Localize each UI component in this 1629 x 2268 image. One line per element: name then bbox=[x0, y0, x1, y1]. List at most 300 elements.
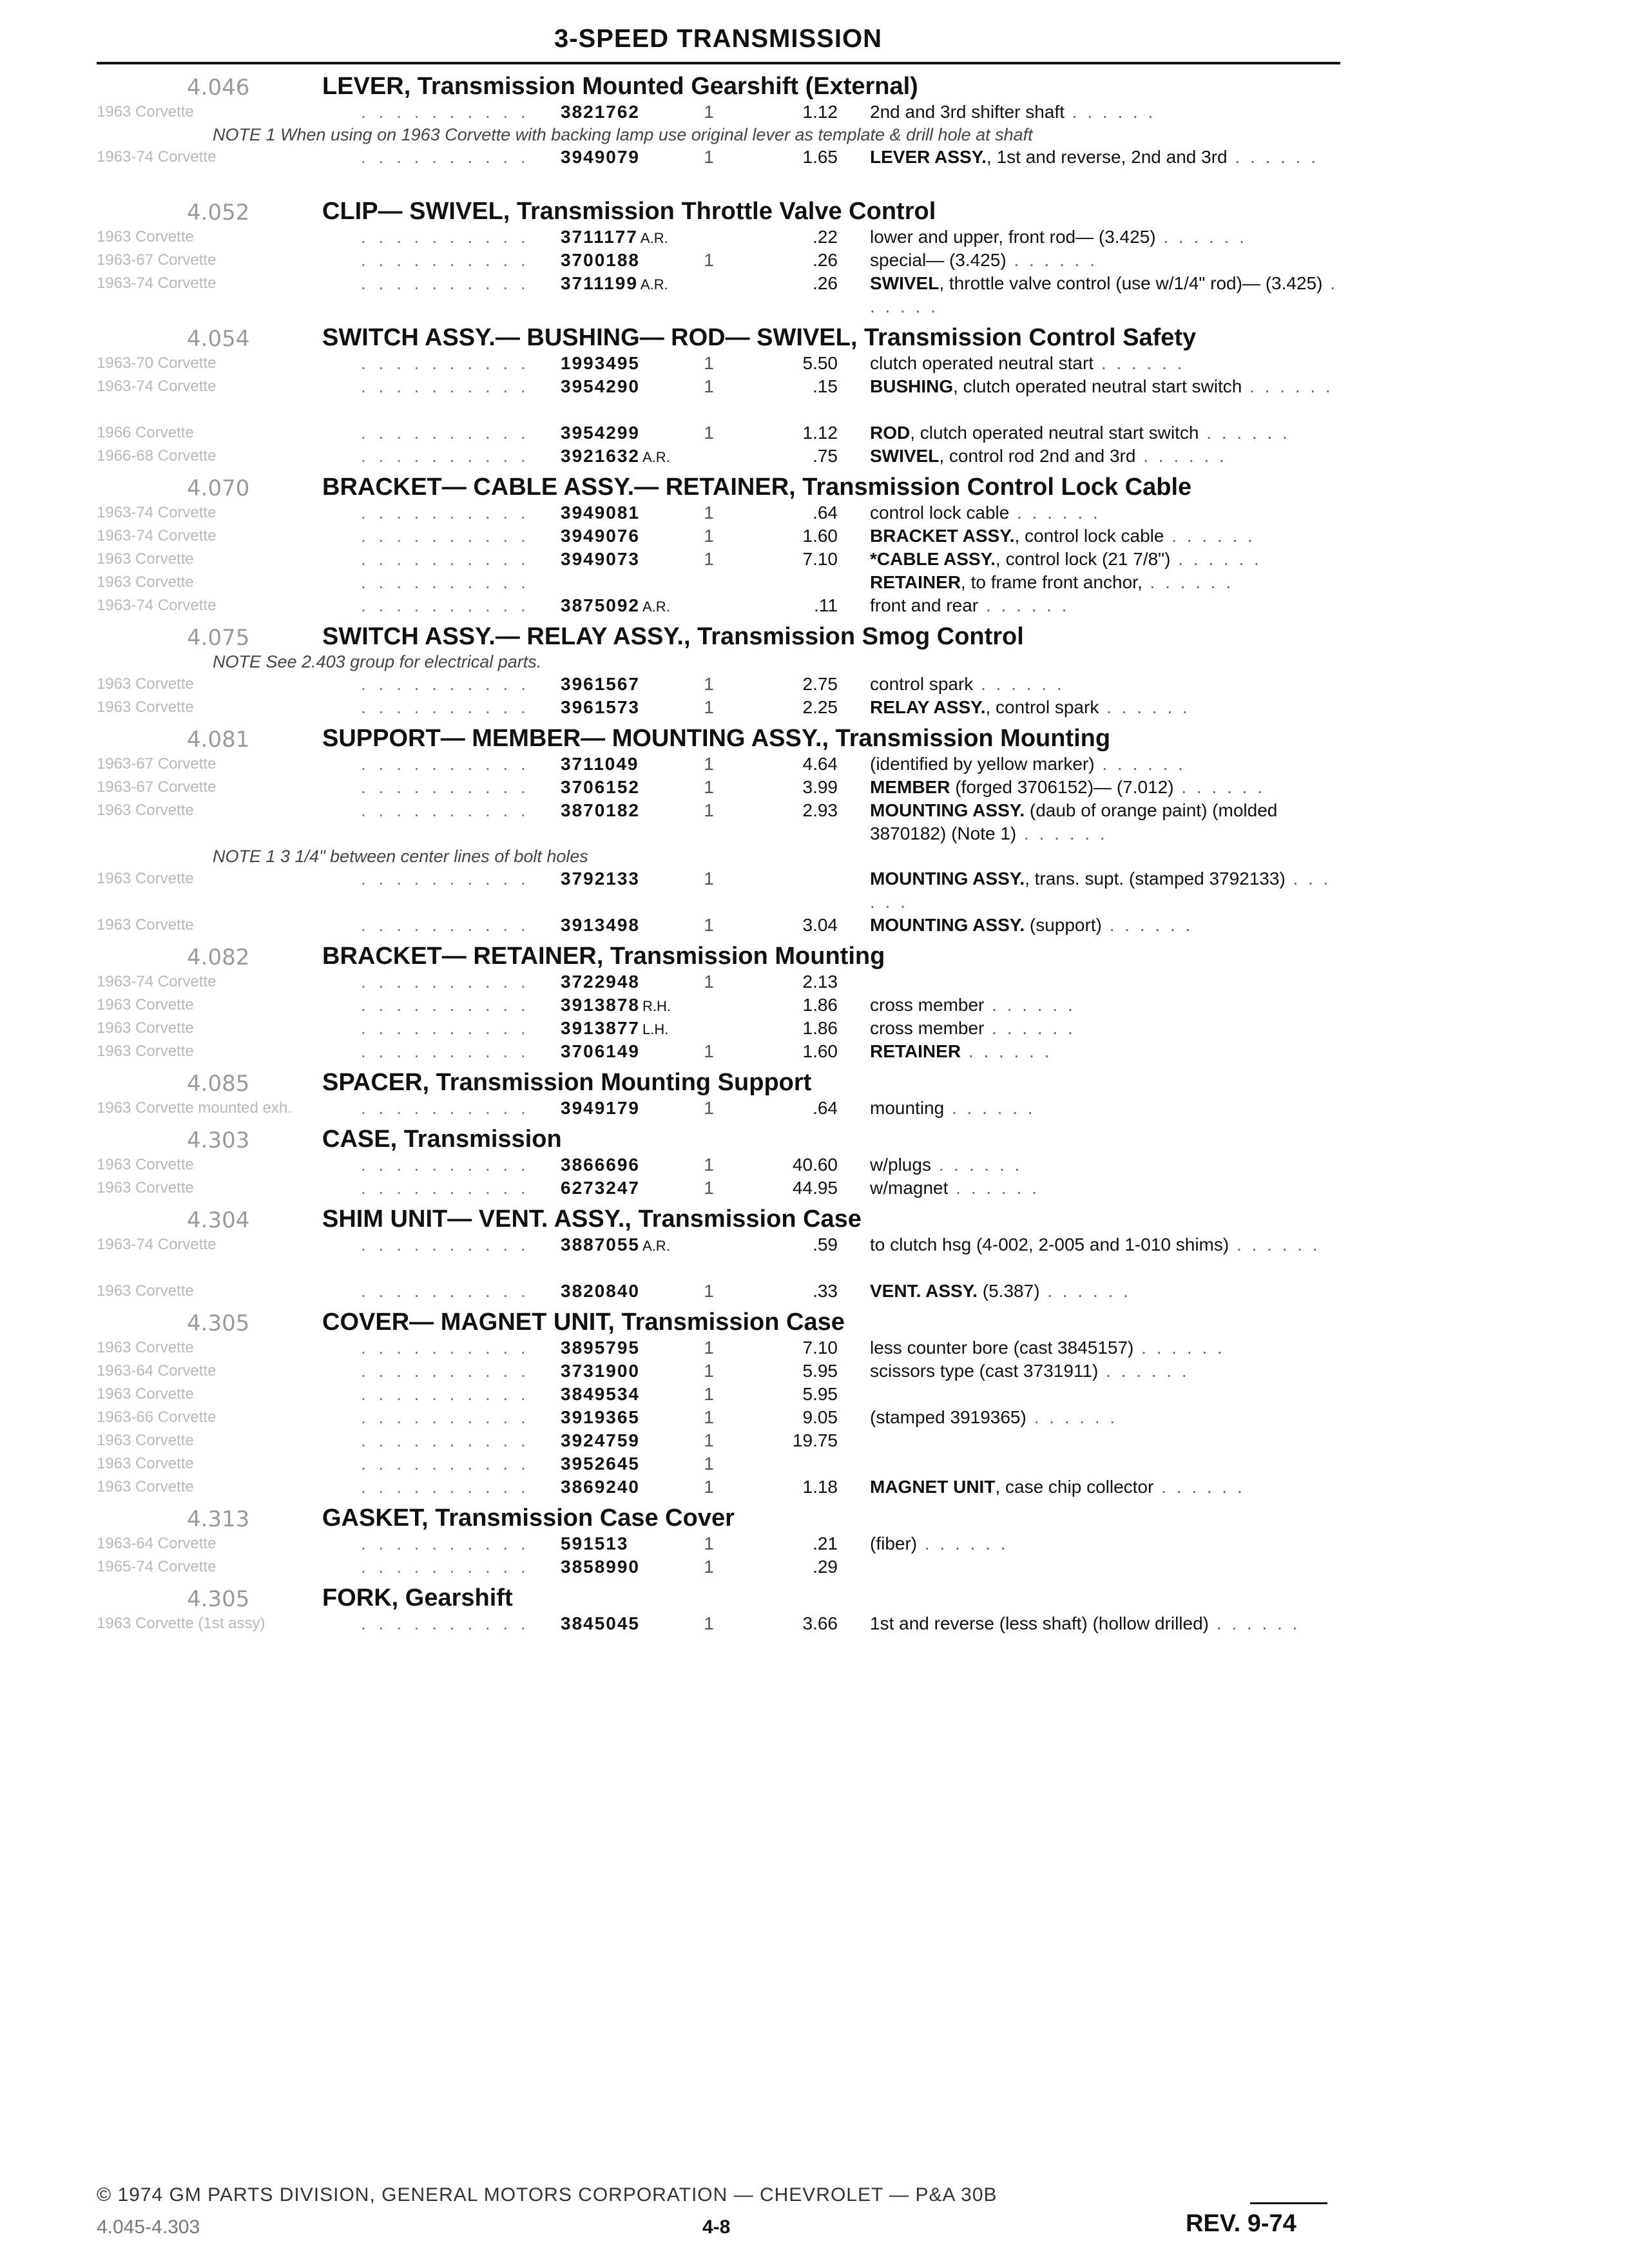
parts-group bbox=[0, 1204, 1629, 1303]
leader-dots: . . . . . . . . . . bbox=[361, 549, 530, 569]
description-text: to clutch hsg (4-002, 2-005 and 1-010 shims) bbox=[870, 1235, 1229, 1254]
application-text: 1963-74 Corvette bbox=[97, 148, 217, 166]
quantity: 1 bbox=[704, 1407, 714, 1427]
part-qualifier: L.H. bbox=[642, 1021, 669, 1037]
group-title: BRACKET— CABLE ASSY.— RETAINER, Transmission Control Lock Cable bbox=[322, 474, 1192, 501]
leader-dots: . . . . . . . . . . bbox=[361, 1407, 530, 1427]
quantity: 1 bbox=[704, 869, 714, 889]
description bbox=[870, 776, 1340, 799]
description-text: control lock cable bbox=[870, 503, 1010, 523]
description bbox=[870, 524, 1340, 548]
description bbox=[870, 146, 1340, 169]
description-text: , case chip collector bbox=[995, 1477, 1154, 1497]
description-text: , throttle valve control (use w/1/4" rod)— (3.425) bbox=[939, 273, 1323, 293]
part-number bbox=[561, 1360, 640, 1383]
part-row bbox=[0, 548, 1629, 571]
quantity: 1 bbox=[704, 697, 714, 717]
part-number-text: 3961567 bbox=[561, 674, 641, 694]
parts-group bbox=[0, 723, 1629, 937]
description-keyword: RELAY ASSY. bbox=[870, 697, 986, 717]
price: .33 bbox=[813, 1281, 838, 1301]
quantity: 1 bbox=[704, 1477, 714, 1497]
description-keyword: MAGNET UNIT bbox=[870, 1477, 996, 1497]
leader-dots: . . . . . . bbox=[948, 1178, 1039, 1198]
part-qualifier: A.R. bbox=[642, 449, 670, 465]
application-text: 1963 Corvette bbox=[97, 1179, 194, 1196]
description-text: , control lock cable bbox=[1014, 526, 1164, 546]
price: 1.86 bbox=[802, 995, 838, 1015]
group-title: CASE, Transmission bbox=[322, 1126, 562, 1153]
application-text: 1963 Corvette bbox=[97, 1339, 194, 1356]
leader-dots: . . . . . . . . . . bbox=[361, 1155, 530, 1175]
description-text: less counter bore (cast 3845157) bbox=[870, 1338, 1134, 1358]
part-row bbox=[0, 1406, 1629, 1429]
part-row bbox=[0, 1475, 1629, 1499]
leader-dots: . . . . . . bbox=[1026, 1407, 1118, 1427]
part-row bbox=[0, 1555, 1629, 1579]
leader-dots: . . . . . . . . . . bbox=[361, 1454, 530, 1474]
leader-dots: . . . . . . bbox=[984, 995, 1075, 1015]
quantity: 1 bbox=[704, 376, 714, 396]
part-number bbox=[561, 1280, 640, 1303]
description-keyword: VENT. ASSY. bbox=[870, 1281, 978, 1301]
price: 40.60 bbox=[792, 1155, 838, 1175]
description-text: , control rod 2nd and 3rd bbox=[939, 446, 1136, 466]
part-number bbox=[561, 375, 640, 398]
application-text: 1963-67 Corvette bbox=[97, 251, 217, 269]
description-text: (5.387) bbox=[978, 1281, 1040, 1301]
part-number bbox=[561, 1017, 668, 1041]
part-number bbox=[561, 352, 640, 375]
leader-dots: . . . . . . bbox=[1064, 102, 1156, 122]
price: 7.10 bbox=[802, 1338, 838, 1358]
description bbox=[870, 1097, 1340, 1120]
price: 44.95 bbox=[792, 1178, 838, 1198]
price: 1.12 bbox=[802, 423, 838, 443]
price: 5.95 bbox=[802, 1384, 838, 1404]
leader-dots: . . . . . . bbox=[1153, 1477, 1245, 1497]
leader-dots: . . . . . . . . . . bbox=[361, 353, 530, 373]
price: 1.18 bbox=[802, 1477, 838, 1497]
leader-dots: . . . . . . . . . . bbox=[361, 227, 530, 247]
leader-dots: . . . . . . bbox=[870, 273, 1338, 316]
part-row bbox=[0, 673, 1629, 696]
price: 4.64 bbox=[802, 754, 838, 774]
leader-dots: . . . . . . . . . . bbox=[361, 526, 530, 546]
leader-dots: . . . . . . . . . . bbox=[361, 1235, 530, 1254]
quantity: 1 bbox=[704, 1041, 714, 1061]
price: 2.13 bbox=[802, 972, 838, 992]
description bbox=[870, 1153, 1340, 1177]
leader-dots: . . . . . . bbox=[1009, 503, 1101, 523]
part-number bbox=[561, 101, 640, 124]
application-text: 1963 Corvette bbox=[97, 1282, 194, 1300]
part-number bbox=[561, 445, 670, 469]
application-text: 1963 Corvette bbox=[97, 870, 194, 887]
leader-dots: . . . . . . . . . . bbox=[361, 1338, 530, 1358]
part-number-text: 3792133 bbox=[561, 869, 641, 889]
part-row bbox=[0, 501, 1629, 524]
part-qualifier: A.R. bbox=[642, 1238, 670, 1254]
price: .29 bbox=[813, 1557, 838, 1577]
description-keyword: RETAINER bbox=[870, 1041, 961, 1061]
part-number-text: 3706152 bbox=[561, 777, 641, 797]
application-text: 1963 Corvette bbox=[97, 802, 194, 819]
description-text: clutch operated neutral start bbox=[870, 353, 1094, 373]
price: 1.60 bbox=[802, 1041, 838, 1061]
description bbox=[870, 1040, 1340, 1063]
quantity: 1 bbox=[704, 102, 714, 122]
quantity: 1 bbox=[704, 1281, 714, 1301]
leader-dots: . . . . . . bbox=[1094, 353, 1185, 373]
quantity: 1 bbox=[704, 526, 714, 546]
leader-dots: . . . . . . . . . . bbox=[361, 423, 530, 443]
application-text: 1963 Corvette mounted exh. bbox=[97, 1099, 292, 1117]
quantity: 1 bbox=[704, 915, 714, 935]
leader-dots: . . . . . . bbox=[1173, 777, 1265, 797]
group-note: NOTE 1 When using on 1963 Corvette with backing lamp use original lever as template & drill hole at shaft bbox=[213, 125, 1033, 144]
quantity: 1 bbox=[704, 423, 714, 443]
description bbox=[870, 501, 1340, 524]
price: .11 bbox=[814, 595, 838, 615]
application-text: 1963 Corvette bbox=[97, 1478, 194, 1495]
part-number-text: 3711177 bbox=[561, 227, 638, 247]
leader-dots: . . . . . . . . . . bbox=[361, 1533, 530, 1553]
group-number: 4.085 bbox=[187, 1071, 250, 1097]
part-number-text: 3913878 bbox=[561, 995, 641, 1015]
leader-dots: . . . . . . . . . . bbox=[361, 1384, 530, 1404]
description-text: front and rear bbox=[870, 595, 979, 615]
description bbox=[870, 226, 1340, 249]
group-number: 4.303 bbox=[187, 1128, 250, 1153]
leader-dots: . . . . . . bbox=[1006, 250, 1098, 270]
price: .15 bbox=[813, 376, 838, 396]
leader-dots: . . . . . . . . . . bbox=[361, 697, 530, 717]
application-text: 1963 Corvette bbox=[97, 1432, 194, 1449]
group-title: BRACKET— RETAINER, Transmission Mounting bbox=[322, 943, 885, 970]
parts-group bbox=[0, 1067, 1629, 1120]
quantity: 1 bbox=[704, 147, 714, 167]
part-row bbox=[0, 146, 1629, 192]
leader-dots: . . . . . . . . . . bbox=[361, 869, 530, 889]
part-row bbox=[0, 1097, 1629, 1120]
part-number-text: 3869240 bbox=[561, 1477, 641, 1497]
part-number-text: 3711049 bbox=[561, 754, 639, 774]
part-row bbox=[0, 970, 1629, 994]
part-number-text: 3921632 bbox=[561, 446, 641, 466]
leader-dots: . . . . . . bbox=[984, 1018, 1075, 1038]
part-row bbox=[0, 1336, 1629, 1360]
price: 1.65 bbox=[802, 147, 838, 167]
part-number-text: 3949073 bbox=[561, 549, 641, 569]
part-number-text: 3711199 bbox=[561, 273, 638, 293]
quantity: 1 bbox=[704, 754, 714, 774]
description-text: (fiber) bbox=[870, 1533, 918, 1553]
leader-dots: . . . . . . . . . . bbox=[361, 1098, 530, 1118]
group-title: SHIM UNIT— VENT. ASSY., Transmission Case bbox=[322, 1206, 862, 1233]
part-number-text: 3858990 bbox=[561, 1557, 641, 1577]
description-keyword: BUSHING bbox=[870, 376, 954, 396]
part-number-text: 3949079 bbox=[561, 147, 641, 167]
application-text: 1963 Corvette bbox=[97, 103, 194, 120]
description-keyword: MOUNTING ASSY. bbox=[870, 869, 1025, 889]
revision: REV. 9-74 bbox=[1186, 2210, 1296, 2237]
description-text: , control spark bbox=[985, 697, 1099, 717]
application-text: 1963 Corvette bbox=[97, 550, 194, 568]
leader-dots: . . . . . . . . . . bbox=[361, 800, 530, 820]
description bbox=[870, 1406, 1340, 1429]
part-row bbox=[0, 994, 1629, 1017]
quantity: 1 bbox=[704, 549, 714, 569]
part-number-text: 3845045 bbox=[561, 1613, 641, 1633]
application-text: 1963-66 Corvette bbox=[97, 1408, 217, 1426]
leader-dots: . . . . . . . . . . bbox=[361, 1041, 530, 1061]
description bbox=[870, 1017, 1340, 1040]
price: 5.95 bbox=[802, 1361, 838, 1381]
group-number: 4.054 bbox=[187, 326, 250, 352]
application-text: 1963 Corvette bbox=[97, 573, 194, 591]
description-text: (identified by yellow marker) bbox=[870, 754, 1095, 774]
part-number bbox=[561, 594, 670, 619]
description-text: , clutch operated neutral start switch bbox=[953, 376, 1242, 396]
page-title: 3-SPEED TRANSMISSION bbox=[554, 24, 882, 53]
part-row bbox=[0, 1233, 1629, 1280]
leader-dots: . . . . . . . . . . bbox=[361, 446, 530, 466]
parts-group bbox=[0, 322, 1629, 468]
part-row bbox=[0, 1360, 1629, 1383]
leader-dots: . . . . . . bbox=[930, 1155, 1023, 1175]
quantity: 1 bbox=[704, 972, 714, 992]
quantity: 1 bbox=[704, 777, 714, 797]
part-row bbox=[0, 1383, 1629, 1406]
part-number-text: 3949179 bbox=[561, 1098, 641, 1118]
description-text: 2nd and 3rd shifter shaft bbox=[870, 102, 1065, 122]
parts-group bbox=[0, 196, 1629, 318]
leader-dots: . . . . . . . . . . bbox=[361, 995, 530, 1015]
group-number: 4.305 bbox=[187, 1586, 250, 1612]
leader-dots: . . . . . . bbox=[917, 1533, 1008, 1553]
quantity: 1 bbox=[704, 353, 714, 373]
header-rule bbox=[97, 62, 1340, 64]
part-row bbox=[0, 524, 1629, 548]
leader-dots: . . . . . . bbox=[1170, 549, 1262, 569]
price: .64 bbox=[813, 503, 838, 523]
application-text: 1966 Corvette bbox=[97, 424, 194, 441]
quantity: 1 bbox=[704, 1613, 714, 1633]
part-number bbox=[561, 548, 640, 571]
part-row bbox=[0, 226, 1629, 249]
part-number bbox=[561, 776, 640, 799]
description-text: , control lock (21 7/8") bbox=[996, 549, 1171, 569]
quantity: 1 bbox=[704, 1361, 714, 1381]
part-number bbox=[561, 1429, 640, 1452]
part-number-text: 3895795 bbox=[561, 1338, 641, 1358]
price: .22 bbox=[813, 227, 838, 247]
description bbox=[870, 799, 1340, 845]
price: 3.04 bbox=[802, 915, 838, 935]
leader-dots: . . . . . . . . . . bbox=[361, 915, 530, 935]
leader-dots: . . . . . . . . . . bbox=[361, 754, 530, 774]
group-title: LEVER, Transmission Mounted Gearshift (External) bbox=[322, 73, 918, 100]
leader-dots: . . . . . . bbox=[973, 674, 1065, 694]
price: 9.05 bbox=[802, 1407, 838, 1427]
part-row bbox=[0, 799, 1629, 845]
description-text: lower and upper, front rod— (3.425) bbox=[870, 227, 1156, 247]
part-qualifier: R.H. bbox=[642, 998, 671, 1014]
application-text: 1965-74 Corvette bbox=[97, 1558, 217, 1575]
leader-dots: . . . . . . bbox=[961, 1041, 1052, 1061]
part-row bbox=[0, 101, 1629, 124]
description bbox=[870, 994, 1340, 1017]
price: .21 bbox=[813, 1533, 838, 1553]
quantity: 1 bbox=[704, 800, 714, 820]
price: 1.12 bbox=[802, 102, 838, 122]
description bbox=[870, 571, 1340, 594]
leader-dots: . . . . . . bbox=[1039, 1281, 1131, 1301]
application-text: 1963-74 Corvette bbox=[97, 597, 217, 614]
quantity: 1 bbox=[704, 1384, 714, 1404]
application-text: 1963 Corvette bbox=[97, 1385, 194, 1403]
part-number bbox=[561, 1040, 640, 1063]
application-text: 1963-74 Corvette bbox=[97, 527, 217, 544]
leader-dots: . . . . . . bbox=[1227, 147, 1318, 167]
quantity: 1 bbox=[704, 1430, 714, 1450]
description bbox=[870, 272, 1340, 318]
description-keyword: MOUNTING ASSY. bbox=[870, 800, 1025, 820]
leader-dots: . . . . . . bbox=[870, 869, 1331, 912]
part-number bbox=[561, 914, 640, 937]
parts-group bbox=[0, 621, 1629, 719]
leader-dots: . . . . . . bbox=[1016, 823, 1108, 843]
description-keyword: SWIVEL bbox=[870, 273, 940, 293]
application-text: 1963 Corvette bbox=[97, 1455, 194, 1472]
application-text: 1963-74 Corvette bbox=[97, 378, 217, 395]
leader-dots: . . . . . . bbox=[1199, 423, 1290, 443]
part-row bbox=[0, 375, 1629, 421]
price: .75 bbox=[813, 446, 838, 466]
leader-dots: . . . . . . . . . . bbox=[361, 777, 530, 797]
description-keyword: LEVER ASSY. bbox=[870, 147, 987, 167]
footer-rule bbox=[1250, 2202, 1327, 2204]
description bbox=[870, 867, 1340, 914]
leader-dots: . . . . . . . . . . bbox=[361, 1018, 530, 1038]
part-row bbox=[0, 352, 1629, 375]
group-note: NOTE See 2.403 group for electrical parts. bbox=[213, 652, 542, 671]
application-text: 1963-70 Corvette bbox=[97, 354, 217, 372]
quantity: 1 bbox=[704, 1454, 714, 1474]
application-text: 1963-74 Corvette bbox=[97, 504, 217, 521]
part-number bbox=[561, 696, 640, 719]
price: 1.86 bbox=[802, 1018, 838, 1038]
page-number: 4-8 bbox=[702, 2216, 731, 2238]
part-number-text: 3954299 bbox=[561, 423, 641, 443]
leader-dots: . . . . . . . . . . bbox=[361, 572, 530, 592]
part-number-text: 3961573 bbox=[561, 697, 641, 717]
group-number: 4.046 bbox=[187, 75, 250, 101]
leader-dots: . . . . . . . . . . bbox=[361, 102, 530, 122]
part-number-text: 3924759 bbox=[561, 1430, 641, 1450]
application-text: 1963 Corvette bbox=[97, 675, 194, 693]
part-row bbox=[0, 1017, 1629, 1040]
group-title: SPACER, Transmission Mounting Support bbox=[322, 1069, 812, 1096]
leader-dots: . . . . . . . . . . bbox=[361, 1361, 530, 1381]
group-number: 4.070 bbox=[187, 476, 250, 501]
part-number bbox=[561, 524, 640, 548]
description-text: w/plugs bbox=[870, 1155, 931, 1175]
description bbox=[870, 1475, 1340, 1499]
price: 3.66 bbox=[802, 1613, 838, 1633]
quantity: 1 bbox=[704, 1533, 714, 1553]
description bbox=[870, 1360, 1340, 1383]
description-text: (stamped 3919365) bbox=[870, 1407, 1027, 1427]
price: 2.75 bbox=[802, 674, 838, 694]
leader-dots: . . . . . . . . . . bbox=[361, 250, 530, 270]
price: 3.99 bbox=[802, 777, 838, 797]
description bbox=[870, 101, 1340, 124]
description-text: w/magnet bbox=[870, 1178, 949, 1198]
group-title: GASKET, Transmission Case Cover bbox=[322, 1504, 735, 1532]
part-number bbox=[561, 501, 640, 524]
part-number-text: 3954290 bbox=[561, 376, 641, 396]
leader-dots: . . . . . . . . . . bbox=[361, 674, 530, 694]
quantity: 1 bbox=[704, 503, 714, 523]
description bbox=[870, 421, 1340, 445]
description-text: cross member bbox=[870, 1018, 985, 1038]
description-text: special— (3.425) bbox=[870, 250, 1007, 270]
leader-dots: . . . . . . bbox=[1135, 446, 1227, 466]
group-title: SUPPORT— MEMBER— MOUNTING ASSY., Transmission Mounting bbox=[322, 725, 1111, 752]
part-row bbox=[0, 776, 1629, 799]
part-number bbox=[561, 272, 668, 296]
leader-dots: . . . . . . bbox=[944, 1098, 1036, 1118]
leader-dots: . . . . . . bbox=[1101, 915, 1193, 935]
part-number bbox=[561, 226, 668, 250]
description-text: mounting bbox=[870, 1098, 945, 1118]
part-row bbox=[0, 1040, 1629, 1063]
part-row bbox=[0, 867, 1629, 914]
parts-group bbox=[0, 472, 1629, 617]
description bbox=[870, 249, 1340, 272]
part-row bbox=[0, 421, 1629, 445]
parts-group bbox=[0, 1124, 1629, 1200]
quantity: 1 bbox=[704, 1098, 714, 1118]
part-number bbox=[561, 867, 640, 890]
part-number-text: 3913877 bbox=[561, 1018, 641, 1038]
group-title: SWITCH ASSY.— BUSHING— ROD— SWIVEL, Transmission Control Safety bbox=[322, 324, 1197, 351]
part-number-text: 3706149 bbox=[561, 1041, 641, 1061]
part-number-text: 3700188 bbox=[561, 250, 641, 270]
part-number-text: 6273247 bbox=[561, 1178, 641, 1198]
description-keyword: BRACKET ASSY. bbox=[870, 526, 1015, 546]
part-qualifier: A.R. bbox=[642, 599, 670, 615]
description-keyword: SWIVEL bbox=[870, 446, 940, 466]
description-text: , 1st and reverse, 2nd and 3rd bbox=[987, 147, 1228, 167]
description bbox=[870, 352, 1340, 375]
part-number-text: 3722948 bbox=[561, 972, 641, 992]
part-number bbox=[561, 249, 640, 272]
leader-dots: . . . . . . bbox=[978, 595, 1070, 615]
application-text: 1963-67 Corvette bbox=[97, 755, 217, 773]
part-row bbox=[0, 594, 1629, 617]
price: 1.60 bbox=[802, 526, 838, 546]
leader-dots: . . . . . . bbox=[1094, 754, 1186, 774]
group-title: FORK, Gearshift bbox=[322, 1584, 513, 1611]
footer-code: 4.045-4.303 bbox=[97, 2216, 200, 2238]
description-text: cross member bbox=[870, 995, 985, 1015]
quantity: 1 bbox=[704, 250, 714, 270]
application-text: 1963-74 Corvette bbox=[97, 274, 217, 292]
part-number-text: 3913498 bbox=[561, 915, 641, 935]
